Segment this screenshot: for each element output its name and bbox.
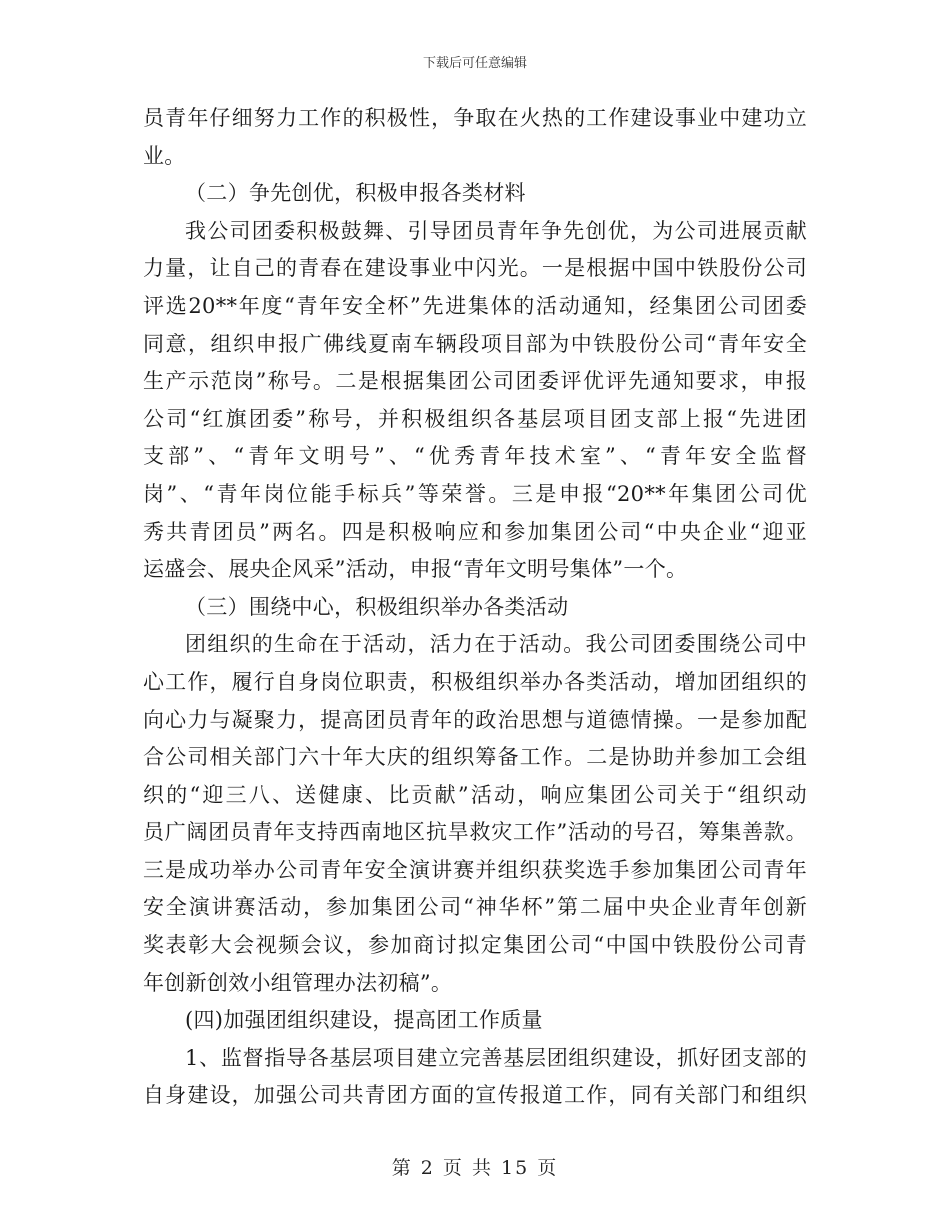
text-line: 奖表彰大会视频会议，参加商讨拟定集团公司“中国中铁股份公司青 (143, 933, 807, 958)
text-line: 公司“红旗团委”称号，并积极组织各基层项目团支部上报“先进团 (143, 406, 807, 431)
text-line: 秀共青团员”两名。四是积极响应和参加集团公司“中央企业“迎亚 (143, 519, 807, 544)
section-heading: （二）争先创优，积极申报各类材料 (185, 181, 526, 206)
text-line: 员广阔团员青年支持西南地区抗旱救灾工作”活动的号召，筹集善款。 (143, 820, 807, 845)
text-line: 团组织的生命在于活动，活力在于活动。我公司团委围绕公司中 (185, 632, 807, 657)
text-line: 织的“迎三八、送健康、比贡献”活动，响应集团公司关于“组织动 (143, 782, 807, 807)
text-line: 岗”、“青年岗位能手标兵”等荣誉。三是申报“20**年集团公司优 (143, 481, 807, 506)
text-line: 向心力与凝聚力，提高团员青年的政治思想与道德情操。一是参加配 (143, 707, 807, 732)
text-line: 业。 (143, 143, 186, 168)
text-line: 安全演讲赛活动，参加集团公司“神华杯”第二届中央企业青年创新 (143, 895, 807, 920)
text-line: 员青年仔细努力工作的积极性，争取在火热的工作建设事业中建功立 (143, 106, 807, 130)
body-text (143, 100, 807, 1115)
text-line: 支部”、“青年文明号”、“优秀青年技术室”、“青年安全监督 (143, 444, 807, 469)
text-line: 力量，让自己的青春在建设事业中闪光。一是根据中国中铁股份公司 (143, 256, 807, 281)
text-line: 生产示范岗”称号。二是根据集团公司团委评优评先通知要求，申报 (143, 369, 807, 394)
text-line: 年创新创效小组管理办法初稿”。 (143, 970, 453, 995)
text-line: 评选20**年度“青年安全杯”先进集体的活动通知，经集团公司团委 (143, 293, 807, 318)
text-line: 我公司团委积极鼓舞、引导团员青年争先创优，为公司进展贡献 (185, 218, 807, 243)
text-line: 运盛会、展央企风采”活动，申报“青年文明号集体”一个。 (143, 557, 688, 582)
text-line: 合公司相关部门六十年大庆的组织筹备工作。二是协助并参加工会组 (143, 745, 807, 770)
text-line: 心工作，履行自身岗位职责，积极组织举办各类活动，增加团组织的 (143, 669, 807, 694)
page-header: 下载后可任意编辑 (422, 56, 527, 71)
text-line: 1、监督指导各基层项目建立完善基层团组织建设，抓好团支部的 (185, 1045, 807, 1070)
section-heading: (四)加强团组织建设，提高团工作质量 (185, 1008, 543, 1033)
page-footer: 第 2 页 共 15 页 (391, 1157, 559, 1179)
text-line: 三是成功举办公司青年安全演讲赛并组织获奖选手参加集团公司青年 (143, 857, 807, 882)
text-line: 自身建设，加强公司共青团方面的宣传报道工作，同有关部门和组织 (143, 1083, 807, 1108)
section-heading: （三）围绕中心，积极组织举办各类活动 (185, 594, 569, 619)
text-line: 同意，组织申报广佛线夏南车辆段项目部为中铁股份公司“青年安全 (143, 331, 807, 356)
